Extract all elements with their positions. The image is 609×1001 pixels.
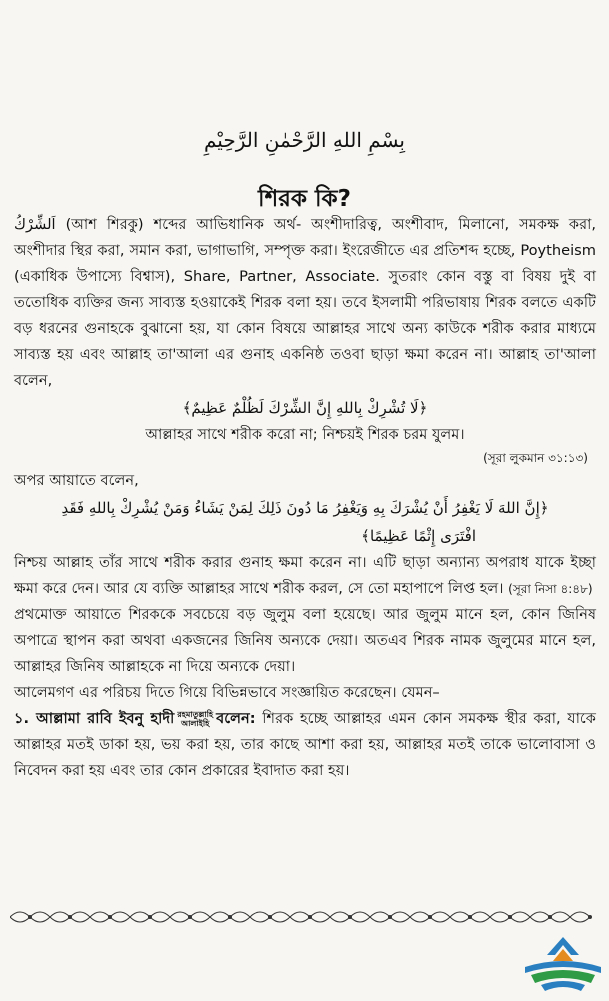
honorific-note (177, 710, 213, 728)
body-text (14, 212, 596, 784)
definition-item-1 (14, 706, 596, 784)
publisher-logo (521, 933, 605, 995)
paragraph-explanation: প্রথমোক্ত আয়াতে শিরককে সবচেয়ে বড় জুলুম বলা হয়েছে। আর জুলুম মানে হল, কোন জিনিষ অপাত্রে স্থাপন করা অথবা একজনের জিনিষ অন্যকে দেয়া। অতএব শিরক নামক জুলুমের মানে হল, আল্লাহর জিনিষ আল্লাহকে না দিয়ে অন্যকে দেয়া। (14, 606, 596, 675)
scholar-name: ১. আল্লামা রাবি ইবনু হাদী (14, 710, 175, 727)
paragraph-scholars: আলেমগণ এর পরিচয় দিতে গিয়ে বিভিন্নভাবে সংজ্ঞায়িত করেছেন। যেমন– (14, 684, 440, 701)
verse1-reference: (সূরা লুকমান ৩১:১৩) (483, 451, 588, 465)
honorific-line1: রহমাতুল্লাহি (177, 710, 214, 719)
verse2-arabic-line1: ﴿إِنَّ اللهَ لَا يَغْفِرُ أَنْ يُشْرَكَ بِهِ وَيَغْفِرُ مَا دُونَ ذَلِكَ لِمَنْ يَشَاءُ وَمَنْ يُشْرِكْ بِاللهِ فَقَدِ (61, 499, 549, 517)
arabic-word: اَلشِّرْكُ (14, 216, 56, 233)
definition-item-text: শিরক হচ্ছে আল্লাহর এমন কোন সমকক্ষ স্থীর করা, যাকে আল্লাহর মতই ডাকা হয়, ভয় করা হয়, তার কাছে আশা করা হয়, আল্লাহর মতই তাকে ভালোবাসা ও নিবেদন করা হয় এবং তার কোন প্রকারের ইবাদাত করা হয়। (14, 710, 596, 779)
verse1-arabic: ﴿لَا تُشْرِكْ بِاللهِ إِنَّ الشِّرْكَ لَظُلْمٌ عَظِيمٌ﴾ (182, 399, 428, 417)
says-label: বলেন: (216, 710, 256, 727)
verse2-translation-paragraph (14, 550, 596, 602)
verse2-reference: (সূরা নিসা ৪:৪৮) (508, 582, 593, 596)
page-title: শিরক কি? (258, 186, 351, 212)
verse2-arabic-line2: افْتَرَى إِثْمًا عَظِيمًا﴾ (361, 527, 476, 545)
bismillah: بِسْمِ اللهِ الرَّحْمٰنِ الرَّحِيْمِ (203, 128, 405, 152)
definition-text: (আশ শিরকু) শব্দের আভিধানিক অর্থ- অংশীদারিত্ব, অংশীবাদ, মিলানো, সমকক্ষ করা, অংশীদার স্থির করা, সমান করা, ভাগাভাগি, সম্পৃক্ত করা। ইংরেজীতে এর প্রতিশব্দ হচ্ছে, Poytheism (একাধিক উপাস্যে বিশ্বাস), Share, Partner, Associate. সুতরাং কোন বস্তু বা বিষয় দুই বা ততোধিক ব্যক্তির জন্য সাব্যস্ত হওয়াকেই শিরক বলা হয়। তবে ইসলামী পরিভাষায় শিরক বলতে একটি বড় ধরনের গুনাহকে বুঝানো হয়, যা কোন বিষয়ে আল্লাহর সাথে অন্য কাউকে শরীক করার মাধ্যমে সাব্যস্ত হয় এবং আল্লাহ তা'আলা এর গুনাহ একনিষ্ঠ তওবা ছাড়া ক্ষমা করেন না। আল্লাহ তা'আলা বলেন, (14, 216, 596, 389)
intro-other-verse: অপর আয়াতে বলেন, (14, 472, 139, 489)
verse2-translation: নিশ্চয় আল্লাহ তাঁর সাথে শরীক করার গুনাহ ক্ষমা করেন না। এটি ছাড়া অন্যান্য অপরাধ যাকে ইচ্ছা ক্ষমা করে দেন। আর যে ব্যক্তি আল্লাহর সাথে শরীক করল, সে তো মহাপাপে লিপ্ত হল। (14, 554, 596, 597)
honorific-line2: আলাইহি (181, 719, 210, 728)
ornament-border (10, 905, 600, 929)
verse1-translation: আল্লাহর সাথে শরীক করো না; নিশ্চয়ই শিরক চরম যুলম। (145, 426, 465, 443)
paragraph-definition (14, 212, 596, 394)
